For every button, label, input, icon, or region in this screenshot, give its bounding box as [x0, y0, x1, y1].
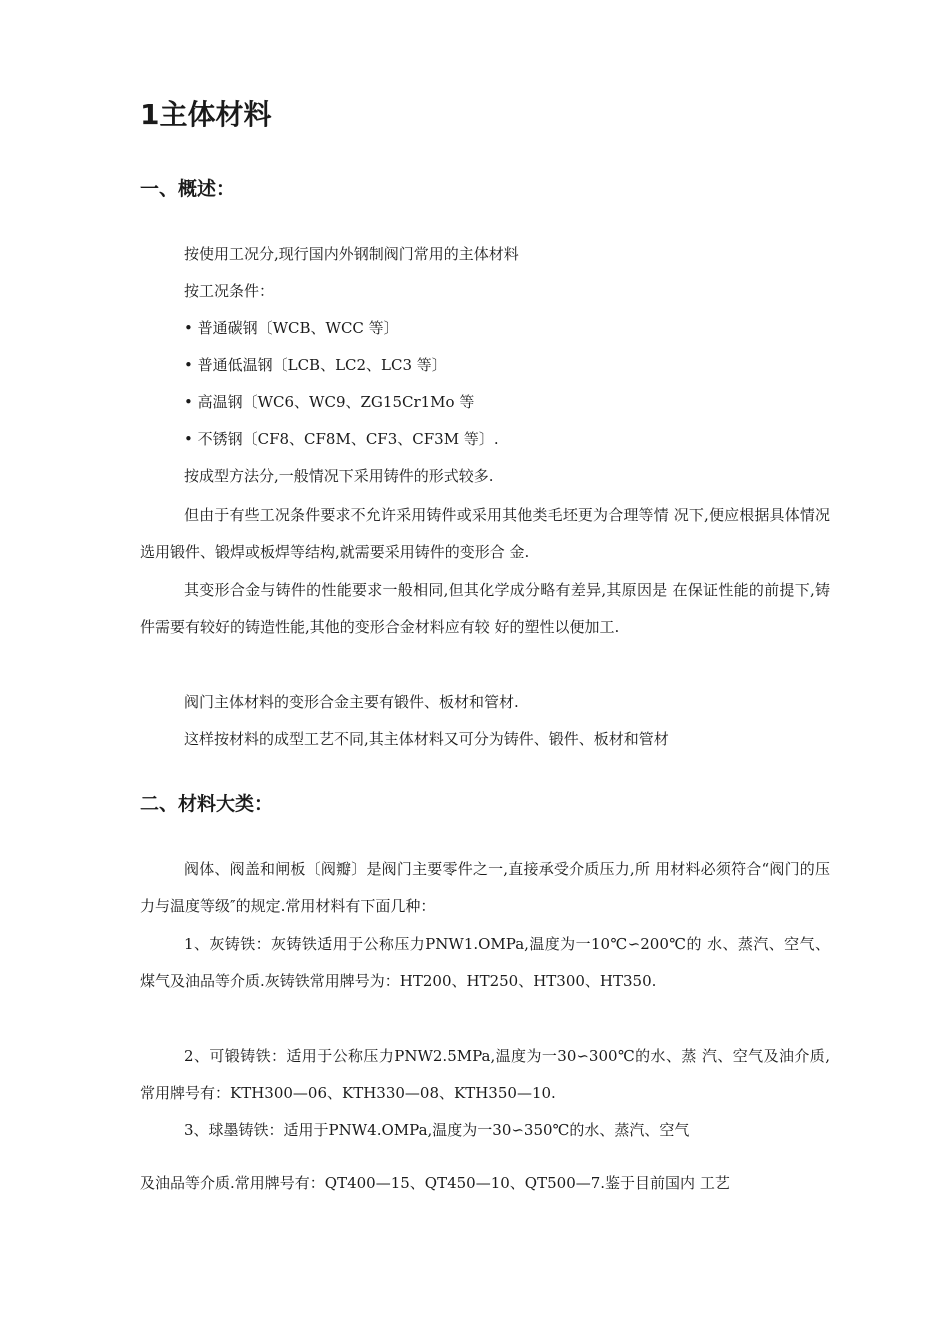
overview-line: 按成型方法分,一般情况下采用铸件的形式较多. — [184, 467, 494, 485]
page-title: 1主体材料 — [140, 98, 272, 131]
paragraph: 但由于有些工况条件要求不允许采用铸件或采用其他类毛坯更为合理等情 况下,便应根据具体情况选用锻件、锻焊或板焊等结构,就需要采用铸件的变形合 金. — [140, 506, 830, 561]
paragraph-ductile-cast-iron: 3、球墨铸铁：适用于PNW4.OMPa,温度为一30∽350℃的水、蒸汽、空气 — [184, 1121, 690, 1139]
bullet-item: • 普通低温钢〔LCB、LC2、LC3 等〕 — [184, 356, 447, 374]
paragraph-continuation: 及油品等介质.常用牌号有：QT400—15、QT450—10、QT500—7.鉴于目前国内 工艺 — [140, 1174, 730, 1192]
paragraph: 阀门主体材料的变形合金主要有锻件、板材和管材. — [184, 693, 519, 711]
bullet-item: • 普通碳钢〔WCB、WCC 等〕 — [184, 319, 399, 337]
section-heading-overview: 一、概述： — [140, 178, 236, 200]
paragraph: 阀体、阀盖和闸板〔阀瓣〕是阀门主要零件之一,直接承受介质压力,所 用材料必须符合“阀门的压力与温度等级″的规定.常用材料有下面几种： — [140, 860, 830, 915]
overview-line: 按工况条件： — [184, 282, 275, 300]
section-heading-materials: 二、材料大类： — [140, 793, 274, 815]
overview-line: 按使用工况分,现行国内外钢制阀门常用的主体材料 — [184, 245, 519, 263]
paragraph-gray-cast-iron: 1、灰铸铁：灰铸铁适用于公称压力PNW1.OMPa,温度为一10℃∽200℃的 水、蒸汽、空气、煤气及油品等介质.灰铸铁常用牌号为：HT200、HT250、HT300、HT350. — [140, 935, 830, 990]
bullet-item: • 不锈钢〔CF8、CF8M、CF3、CF3M 等〕. — [184, 430, 499, 448]
paragraph-malleable-cast-iron: 2、可锻铸铁：适用于公称压力PNW2.5MPa,温度为一30∽300℃的水、蒸 汽、空气及油介质,常用牌号有：KTH300—06、KTH330—08、KTH350—10. — [140, 1047, 830, 1102]
paragraph: 这样按材料的成型工艺不同,其主体材料又可分为铸件、锻件、板材和管材 — [184, 730, 669, 748]
paragraph: 其变形合金与铸件的性能要求一般相同,但其化学成分略有差异,其原因是 在保证性能的前提下,铸件需要有较好的铸造性能,其他的变形合金材料应有较 好的塑性以便加工. — [140, 581, 830, 636]
bullet-item: • 高温钢〔WC6、WC9、ZG15Cr1Mo 等 — [184, 393, 475, 411]
